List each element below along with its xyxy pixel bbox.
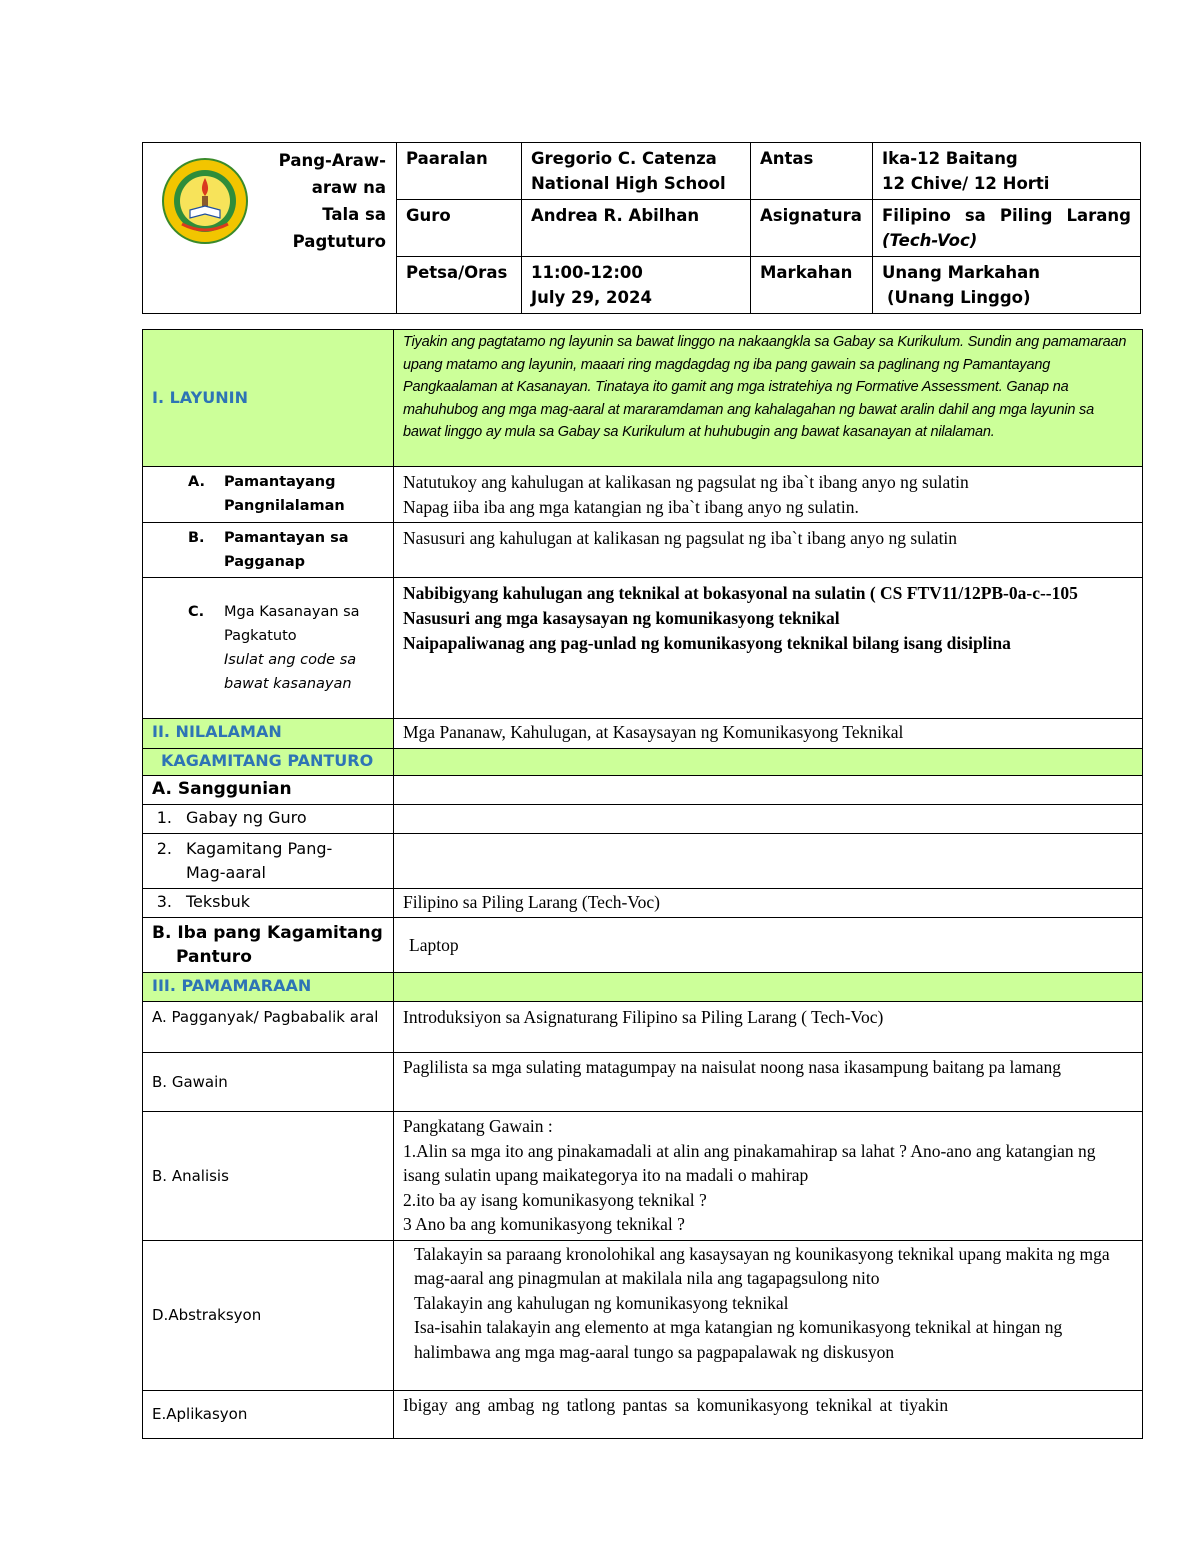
asignatura-value — [873, 200, 1141, 257]
item-letter: B. — [188, 530, 205, 546]
paaralan-line: Gregorio C. Catenza — [531, 149, 717, 168]
doc-title-line: Pagtuturo — [292, 232, 386, 251]
sanggunian-empty-cell — [394, 775, 1143, 804]
item-number: 1. — [156, 807, 172, 827]
gawain-label: B. Gawain — [143, 1053, 394, 1112]
header-table — [142, 142, 1141, 314]
nilalaman-heading: II. NILALAMAN — [143, 719, 394, 749]
label-line: Pangnilalaman — [224, 498, 345, 514]
kasanayan-value — [394, 578, 1143, 719]
item-letter: A. — [188, 474, 205, 490]
markahan-line: (Unang Linggo) — [887, 288, 1031, 307]
petsa-value — [522, 257, 751, 314]
paaralan-label: Paaralan — [397, 143, 522, 200]
item-label: Gabay ng Guro — [186, 807, 307, 827]
antas-line: 12 Chive/ 12 Horti — [882, 174, 1050, 193]
gabay-ng-guro-value — [394, 804, 1143, 833]
abstraksyon-label: D.Abstraksyon — [143, 1240, 394, 1390]
lesson-plan-table — [142, 329, 1143, 1439]
item-label: Kagamitang Pang- — [186, 838, 333, 858]
label-line: Pamantayang — [224, 474, 336, 490]
value-line: 1.Alin sa mga ito ang pinakamadali at alin ang pinakamahirap sa lahat ? Ano-ano ang katangian ng isang sulatin upang maikategorya ito na madali o mahirap — [403, 1140, 1096, 1185]
value-line: Naipapaliwanag ang pag-unlad ng komunikasyong teknikal bilang isang disiplina — [403, 633, 1011, 653]
item-label: Teksbuk — [186, 891, 251, 911]
kagamitang-pang-mag-aaral-value — [394, 833, 1143, 888]
paaralan-value — [522, 143, 751, 200]
layunin-instruction: Tiyakin ang pagtatamo ng layunin sa bawat linggo na nakaangkla sa Gabay sa Kurikulum. Sundin ang pamamaraan upang matamo ang layunin, maaari ring magdagdag ng iba pang gawain sa paglinang ng Pamantayang Pangkaalaman at Kasanayan. Tinataya ito gamit ang mga istratehiya ng Formative Assessment. Ganap na mahuhubog ang mga mag-aaral at mararamdaman ang kahalagahan ng bawat aralin dahil ang mga layunin sa bawat linggo ay mula sa Gabay sa Kurikulum at huhubugin ang bawat kasanayan at nilalaman. — [394, 330, 1143, 467]
value-line: Napag iiba iba ang mga katangian ng iba`t ibang anyo ng sulatin. — [403, 496, 859, 517]
gabay-ng-guro-label — [143, 804, 394, 833]
doc-title-line: Tala sa — [322, 205, 386, 224]
label-line: Pagkatuto — [224, 628, 297, 644]
value-line: Talakayin ang kahulugan ng komunikasyong teknikal — [414, 1292, 789, 1313]
antas-label: Antas — [751, 143, 873, 200]
guro-label: Guro — [397, 200, 522, 257]
label-line: Mga Kasanayan sa — [224, 604, 360, 620]
asignatura-line: (Tech-Voc) — [882, 231, 978, 250]
pamantayan-sa-pagganap-label — [143, 523, 394, 578]
pamamaraan-empty-cell — [394, 973, 1143, 1002]
value-line: Pangkatang Gawain : — [403, 1116, 553, 1136]
aplikasyon-value: Ibigay ang ambag ng tatlong pantas sa komunikasyong teknikal at tiyakin — [394, 1390, 1143, 1438]
sanggunian-heading: A. Sanggunian — [143, 775, 394, 804]
iba-pang-kagamitan-value: Laptop — [394, 918, 1143, 973]
petsa-line: 11:00-12:00 — [531, 263, 643, 282]
kasanayan-label — [143, 578, 394, 719]
document-title-cell — [143, 143, 397, 314]
petsa-label: Petsa/Oras — [397, 257, 522, 314]
nilalaman-value: Mga Pananaw, Kahulugan, at Kasaysayan ng Komunikasyong Teknikal — [394, 719, 1143, 749]
value-line: Nasusuri ang mga kasaysayan ng komunikasyong teknikal — [403, 608, 840, 628]
item-label: Mag-aaral — [186, 862, 266, 882]
analisis-value — [394, 1112, 1143, 1241]
pagganyak-value: Introduksiyon sa Asignaturang Filipino sa Piling Larang ( Tech-Voc) — [394, 1002, 1143, 1053]
aplikasyon-label: E.Aplikasyon — [143, 1390, 394, 1438]
teksbuk-label — [143, 888, 394, 918]
guro-value: Andrea R. Abilhan — [522, 200, 751, 257]
pagganyak-label: A. Pagganyak/ Pagbabalik aral — [143, 1002, 394, 1053]
item-letter: C. — [188, 604, 205, 620]
markahan-label: Markahan — [751, 257, 873, 314]
kagamitan-heading: KAGAMITANG PANTURO — [143, 748, 394, 775]
item-number: 2. — [156, 838, 172, 858]
item-number: 3. — [156, 891, 172, 911]
value-line: 2.ito ba ay isang komunikasyong teknikal ? — [403, 1189, 707, 1210]
doc-title-line: Pang-Araw- — [278, 151, 386, 170]
pamantayang-pangnilalaman-label — [143, 467, 394, 523]
kagamitan-empty-cell — [394, 748, 1143, 775]
doc-title-line: araw na — [311, 178, 386, 197]
asignatura-label: Asignatura — [751, 200, 873, 257]
value-line: Nabibigyang kahulugan ang teknikal at bokasyonal na sulatin ( CS FTV11/12PB-0a-c--105 — [403, 583, 1078, 603]
label-line: Pamantayan sa — [224, 530, 349, 546]
teksbuk-value: Filipino sa Piling Larang (Tech-Voc) — [394, 888, 1143, 918]
label-line: Pagganap — [224, 554, 306, 570]
petsa-line: July 29, 2024 — [531, 288, 652, 307]
pamantayang-pangnilalaman-value — [394, 467, 1143, 523]
abstraksyon-value — [394, 1240, 1143, 1390]
markahan-line: Unang Markahan — [882, 263, 1041, 282]
value-line: Natutukoy ang kahulugan at kalikasan ng pagsulat ng iba`t ibang anyo ng sulatin — [403, 472, 969, 492]
value-line: 3 Ano ba ang komunikasyong teknikal ? — [403, 1214, 685, 1234]
label-line: Panturo — [176, 947, 252, 967]
pamantayan-sa-pagganap-value: Nasusuri ang kahulugan at kalikasan ng pagsulat ng iba`t ibang anyo ng sulatin — [394, 523, 1143, 578]
note-line: bawat kasanayan — [224, 676, 352, 692]
paaralan-line: National High School — [531, 174, 726, 193]
label-line: B. Iba pang Kagamitang — [152, 923, 383, 943]
antas-line: Ika-12 Baitang — [882, 149, 1018, 168]
value-line: Isa-isahin talakayin ang elemento at mga katangian ng komunikasyong teknikal at hingan ng halimbawa ang mga mag-aaral tungo sa pagpapalawak ng diskusyon — [414, 1317, 1063, 1362]
value-line: Talakayin sa paraang kronolohikal ang kasaysayan ng kounikasyong teknikal upang makita ng mga mag-aaral ang pinagmulan at makilala nila ang tagapagsulong nito — [414, 1243, 1110, 1288]
markahan-value — [873, 257, 1141, 314]
pamamaraan-heading: III. PAMAMARAAN — [143, 973, 394, 1002]
gawain-value: Paglilista sa mga sulating matagumpay na naisulat noong nasa ikasampung baitang pa lamang — [394, 1053, 1143, 1112]
antas-value — [873, 143, 1141, 200]
analisis-label: B. Analisis — [143, 1112, 394, 1241]
iba-pang-kagamitan-label — [143, 918, 394, 973]
asignatura-line: Filipino sa Piling Larang — [882, 206, 1131, 225]
kagamitang-pang-mag-aaral-label — [143, 833, 394, 888]
note-line: Isulat ang code sa — [224, 652, 357, 668]
layunin-heading: I. LAYUNIN — [143, 330, 394, 467]
